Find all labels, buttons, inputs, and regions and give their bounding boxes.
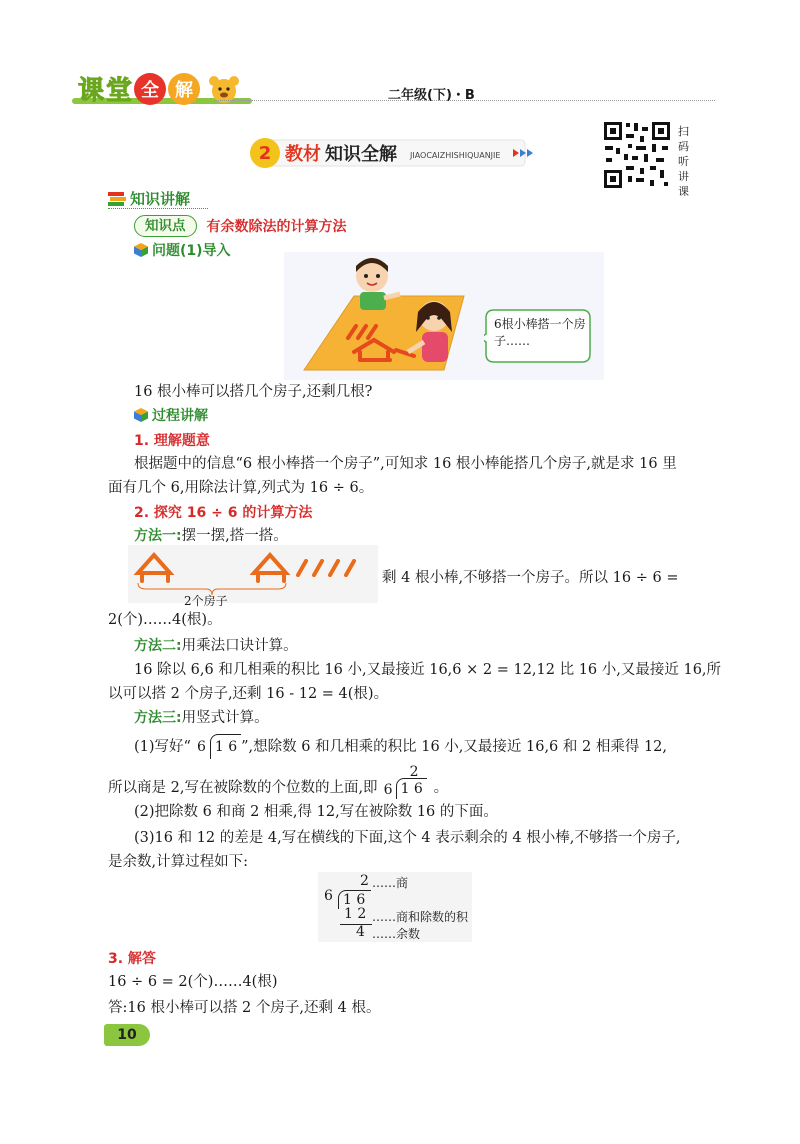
step1-text-1: 根据题中的信息“6 根小棒搭一个房子”,可知求 16 根小棒能搭几个房子,就是求 16 里 xyxy=(134,456,677,472)
method3-text: 用竖式计算。 xyxy=(181,710,269,726)
section-banner xyxy=(245,136,545,170)
method3-p1-start: (1)写好“ xyxy=(134,738,191,755)
method3-para-1 xyxy=(134,734,667,759)
qr-code-icon[interactable] xyxy=(602,120,672,190)
answer-title: 3. 解答 xyxy=(108,951,156,967)
method3-line xyxy=(134,706,269,730)
process-heading xyxy=(134,405,208,425)
method2-para-2: 以可以搭 2 个房子,还剩 16 - 12 = 4(根)。 xyxy=(108,686,389,702)
banner-pinyin: JIAOCAIZHISHIQUANJIE xyxy=(410,151,501,160)
brand-circle-2: 解 xyxy=(168,73,200,105)
process-title: 过程讲解 xyxy=(152,408,208,424)
brand-word-2: 堂 xyxy=(106,76,133,106)
method1-label: 方法一: xyxy=(134,528,182,544)
speech-text: 6根小棒搭一个房子…… xyxy=(494,317,586,348)
ld-dividend: 1 6 xyxy=(338,890,371,909)
ld-label-product: ……商和除数的积 xyxy=(372,910,469,924)
brand-circle-1: 全 xyxy=(134,73,166,105)
question-text: 16 根小棒可以搭几个房子,还剩几根? xyxy=(134,384,373,400)
step2-title: 2. 探究 16 ÷ 6 的计算方法 xyxy=(134,505,313,521)
banner-title-black: 知识全解 xyxy=(325,144,397,165)
knowledge-point-row xyxy=(134,215,347,237)
cube-icon xyxy=(134,243,148,257)
method3-para-4a: (3)16 和 12 的差是 4,写在横线的下面,这个 4 表示剩余的 4 根小棒,不够搭一个房子, xyxy=(134,830,681,846)
step1-text-2: 面有几个 6,用除法计算,列式为 16 ÷ 6。 xyxy=(108,480,374,496)
cube-icon xyxy=(134,408,148,422)
section-heading xyxy=(108,188,190,209)
method1-rest-1: 剩 4 根小棒,不够搭一个房子。所以 16 ÷ 6 = xyxy=(382,570,679,586)
method1-rest-2: 2(个)……4(根)。 xyxy=(108,612,222,628)
section-underline xyxy=(108,208,208,209)
method2-para-1: 16 除以 6,6 和几相乘的积比 16 小,又最接近 16,6 × 2 = 12,12 比 16 小,又最接近 16,所 xyxy=(134,662,722,678)
method3-label: 方法三: xyxy=(134,710,182,726)
sticks-houses-figure xyxy=(128,545,378,603)
method3-para-2: 所以商是 2,写在被除数的个位数的上面,即 2 6 1 6 。 xyxy=(108,766,448,800)
grade-label: 二年级(下)・B xyxy=(388,88,475,103)
answer-final: 答:16 根小棒可以搭 2 个房子,还剩 4 根。 xyxy=(108,1000,381,1016)
method1-text: 摆一摆,搭一搭。 xyxy=(181,528,288,544)
method3-para-4b: 是余数,计算过程如下: xyxy=(108,854,248,870)
page-number: 10 xyxy=(104,1024,150,1046)
method2-label: 方法二: xyxy=(134,638,182,654)
inline-division-2 xyxy=(382,766,434,800)
houses-caption: 2个房子 xyxy=(184,594,228,608)
long-division-box xyxy=(318,872,472,942)
method2-text: 用乘法口诀计算。 xyxy=(181,638,298,654)
step1-title: 1. 理解题意 xyxy=(134,433,210,449)
knowledge-point-title: 有余数除法的计算方法 xyxy=(206,219,347,235)
brand-logo xyxy=(78,70,246,107)
svg-text:2: 2 xyxy=(258,143,272,164)
knowledge-point-pill: 知识点 xyxy=(134,215,197,237)
ld-product: 1 2 xyxy=(344,906,367,922)
banner-title-red: 教材 xyxy=(285,144,321,165)
qr-label: 扫 码 听 讲 课 xyxy=(678,125,689,198)
inline-dividend-1: 1 6 xyxy=(210,734,241,759)
section-title: 知识讲解 xyxy=(130,190,191,208)
method2-line xyxy=(134,634,298,658)
question-heading xyxy=(134,240,231,260)
brand-word-1: 课 xyxy=(78,76,105,106)
inline-quotient-2: 2 xyxy=(409,764,419,780)
method3-p2-start: 所以商是 2,写在被除数的个位数的上面,即 xyxy=(108,780,378,796)
inline-divisor-1: 6 xyxy=(196,738,206,755)
ld-quotient: 2 xyxy=(360,873,369,889)
inline-dividend-2: 1 6 xyxy=(396,778,427,799)
stacked-books-icon xyxy=(108,192,126,206)
method3-p1-end: ”,想除数 6 和几相乘的积比 16 小,又最接近 16,6 和 2 相乘得 12, xyxy=(241,738,667,755)
answer-equation: 16 ÷ 6 = 2(个)……4(根) xyxy=(108,974,278,990)
ld-label-quotient: ……商 xyxy=(372,876,409,890)
ld-remainder: 4 xyxy=(356,924,365,940)
question-title: 问题(1)导入 xyxy=(152,243,231,259)
ld-divisor: 6 xyxy=(324,888,333,904)
ld-label-remainder: ……余数 xyxy=(372,927,421,941)
inline-divisor-2: 6 xyxy=(383,782,393,798)
method3-para-3: (2)把除数 6 和商 2 相乘,得 12,写在被除数 16 的下面。 xyxy=(134,804,498,820)
